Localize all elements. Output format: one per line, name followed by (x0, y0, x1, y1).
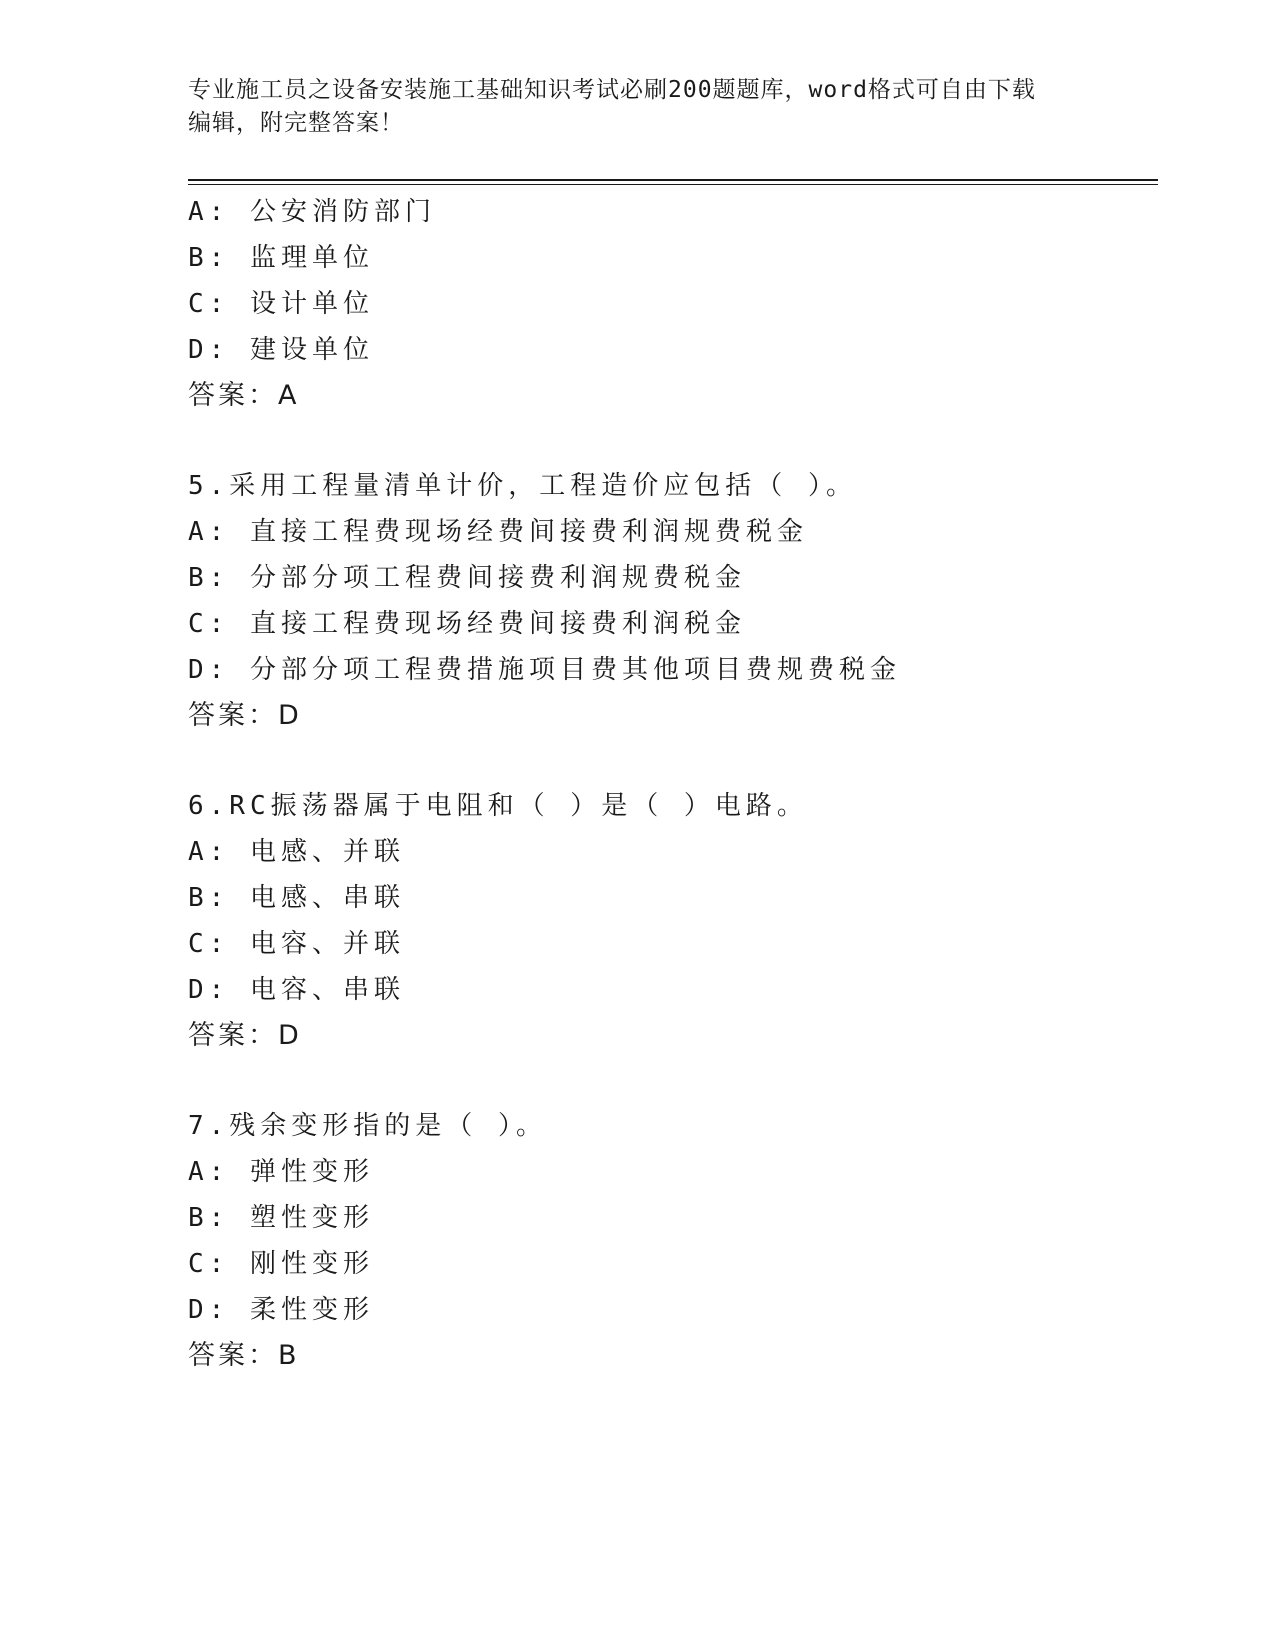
option-b: B: 分部分项工程费间接费利润规费税金 (188, 563, 746, 593)
option-d: D: 柔性变形 (188, 1295, 374, 1325)
option-a: A: 公安消防部门 (188, 197, 436, 227)
spacer (188, 1059, 1158, 1103)
title-line-1: 专业施工员之设备安装施工基础知识考试必刷200题题库，word格式可自由下载 (188, 77, 1036, 103)
option-c: C: 刚性变形 (188, 1249, 374, 1279)
spacer (188, 739, 1158, 783)
title-line-2: 编辑，附完整答案！ (188, 110, 404, 136)
answer-line: 答案：A (188, 380, 300, 411)
option-d: D: 电容、串联 (188, 975, 405, 1005)
option-b: B: 塑性变形 (188, 1203, 374, 1233)
document-title (188, 74, 1088, 140)
option-b: B: 电感、串联 (188, 883, 405, 913)
option-c: C: 电容、并联 (188, 929, 405, 959)
question-block (188, 463, 1158, 739)
answer-line: 答案：B (188, 1340, 300, 1371)
question-stem: 7.残余变形指的是（ ）。 (188, 1111, 547, 1141)
option-c: C: 直接工程费现场经费间接费利润税金 (188, 609, 746, 639)
question-block (188, 189, 1158, 419)
option-a: A: 直接工程费现场经费间接费利润规费税金 (188, 517, 808, 547)
option-a: A: 弹性变形 (188, 1157, 374, 1187)
question-stem: 6.RC振荡器属于电阻和（ ）是（ ）电路。 (188, 791, 808, 821)
question-block (188, 1103, 1158, 1379)
question-block (188, 783, 1158, 1059)
spacer (188, 419, 1158, 463)
answer-line: 答案：D (188, 700, 302, 731)
option-c: C: 设计单位 (188, 289, 374, 319)
question-list (188, 189, 1158, 1379)
question-stem: 5.采用工程量清单计价，工程造价应包括（ ）。 (188, 471, 857, 501)
option-b: B: 监理单位 (188, 243, 374, 273)
option-d: D: 分部分项工程费措施项目费其他项目费规费税金 (188, 655, 901, 685)
answer-line: 答案：D (188, 1020, 302, 1051)
option-d: D: 建设单位 (188, 335, 374, 365)
option-a: A: 电感、并联 (188, 837, 405, 867)
header-divider (188, 179, 1158, 185)
